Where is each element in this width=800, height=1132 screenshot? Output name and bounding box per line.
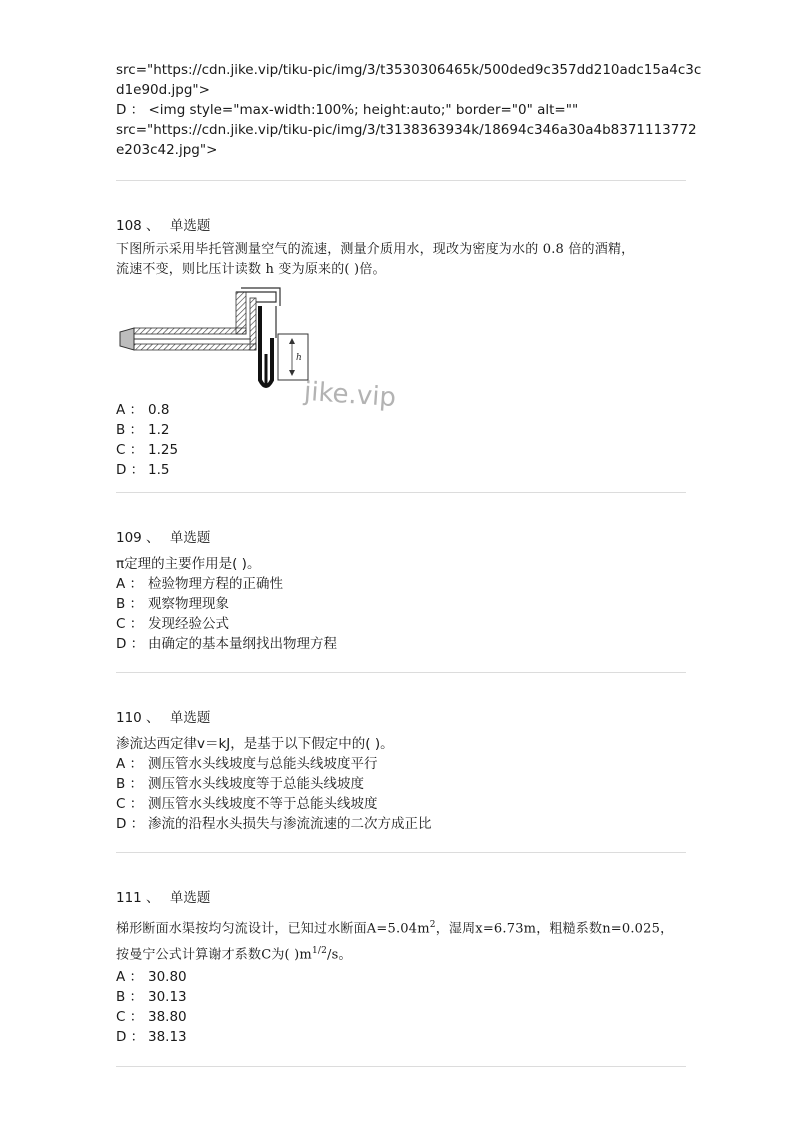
option-c[interactable]: C ： 发现经验公式 [116, 616, 229, 632]
question-number: 109 、 [116, 530, 160, 546]
option-a[interactable]: A ： 30.80 [116, 968, 187, 985]
question-type: 单选题 [169, 218, 211, 234]
watermark: jike.vip [303, 376, 397, 414]
question-text: 流速不变，则比压计读数 h 变为原来的( )倍。 [116, 262, 386, 277]
question-110 [116, 708, 686, 834]
question-header [116, 528, 686, 548]
option-b[interactable]: B ： 测压管水头线坡度等于总能头线坡度 [116, 776, 364, 792]
question-number: 110 、 [116, 710, 160, 726]
question-header [116, 708, 686, 728]
question-number: 108 、 [116, 218, 160, 234]
question-type: 单选题 [169, 530, 211, 546]
option-d[interactable]: D ： 1.5 [116, 462, 170, 478]
h-label: h [296, 353, 302, 363]
question-109 [116, 528, 686, 654]
option-d[interactable]: D ： 渗流的沿程水头损失与渗流流速的二次方成正比 [116, 816, 432, 832]
divider [116, 852, 686, 853]
question-111 [116, 888, 686, 1047]
question-type: 单选题 [169, 710, 211, 726]
option-c[interactable]: C ： 38.80 [116, 1008, 187, 1025]
fragment-line: src="https://cdn.jike.vip/tiku-pic/img/3/t3530306465k/500ded9c357dd210adc15a4c3c [116, 62, 702, 78]
divider [116, 492, 686, 493]
fragment-line: src="https://cdn.jike.vip/tiku-pic/img/3/t3138363934k/18694c346a30a4b8371113772 [116, 122, 697, 138]
divider [116, 180, 686, 181]
option-a[interactable]: A ： 检验物理方程的正确性 [116, 576, 283, 592]
option-d[interactable]: D ： 38.13 [116, 1028, 187, 1045]
question-header [116, 216, 686, 236]
question-text: 渗流达西定律v＝kJ，是基于以下假定中的( )。 [116, 736, 394, 752]
fragment-line: D ： <img style="max-width:100%; height:auto;" border="0" alt="" [116, 102, 579, 118]
divider [116, 1066, 686, 1067]
question-text: 梯形断面水渠按均匀流设计，已知过水断面$A=5.04m^2$，湿周x=6.73m，粗糙系数n=0.025， [116, 920, 674, 937]
question-text: 下图所示采用毕托管测量空气的流速，测量介质用水，现改为密度为水的 0.8 倍的酒精， [116, 242, 635, 257]
option-b[interactable]: B ： 30.13 [116, 988, 187, 1005]
options-list [116, 400, 686, 480]
option-b[interactable]: B ： 1.2 [116, 422, 170, 438]
fragment-line: e203c42.jpg"> [116, 142, 218, 158]
question-text: 按曼宁公式计算谢才系数C为( )$m^{1/2}/s$。 [116, 946, 352, 963]
question-number: 111 、 [116, 890, 160, 906]
question-type: 单选题 [169, 890, 211, 906]
previous-question-tail [116, 60, 702, 160]
question-text: π定理的主要作用是( )。 [116, 556, 261, 572]
question-108 [116, 216, 686, 480]
question-header [116, 888, 686, 908]
option-a[interactable]: A ： 测压管水头线坡度与总能头线坡度平行 [116, 756, 378, 772]
option-a[interactable]: A ： 0.8 [116, 402, 170, 418]
divider [116, 672, 686, 673]
option-c[interactable]: C ： 1.25 [116, 442, 179, 458]
option-b[interactable]: B ： 观察物理现象 [116, 596, 229, 612]
option-d[interactable]: D ： 由确定的基本量纲找出物理方程 [116, 636, 337, 652]
option-c[interactable]: C ： 测压管水头线坡度不等于总能头线坡度 [116, 796, 378, 812]
fragment-line: d1e90d.jpg"> [116, 82, 210, 98]
